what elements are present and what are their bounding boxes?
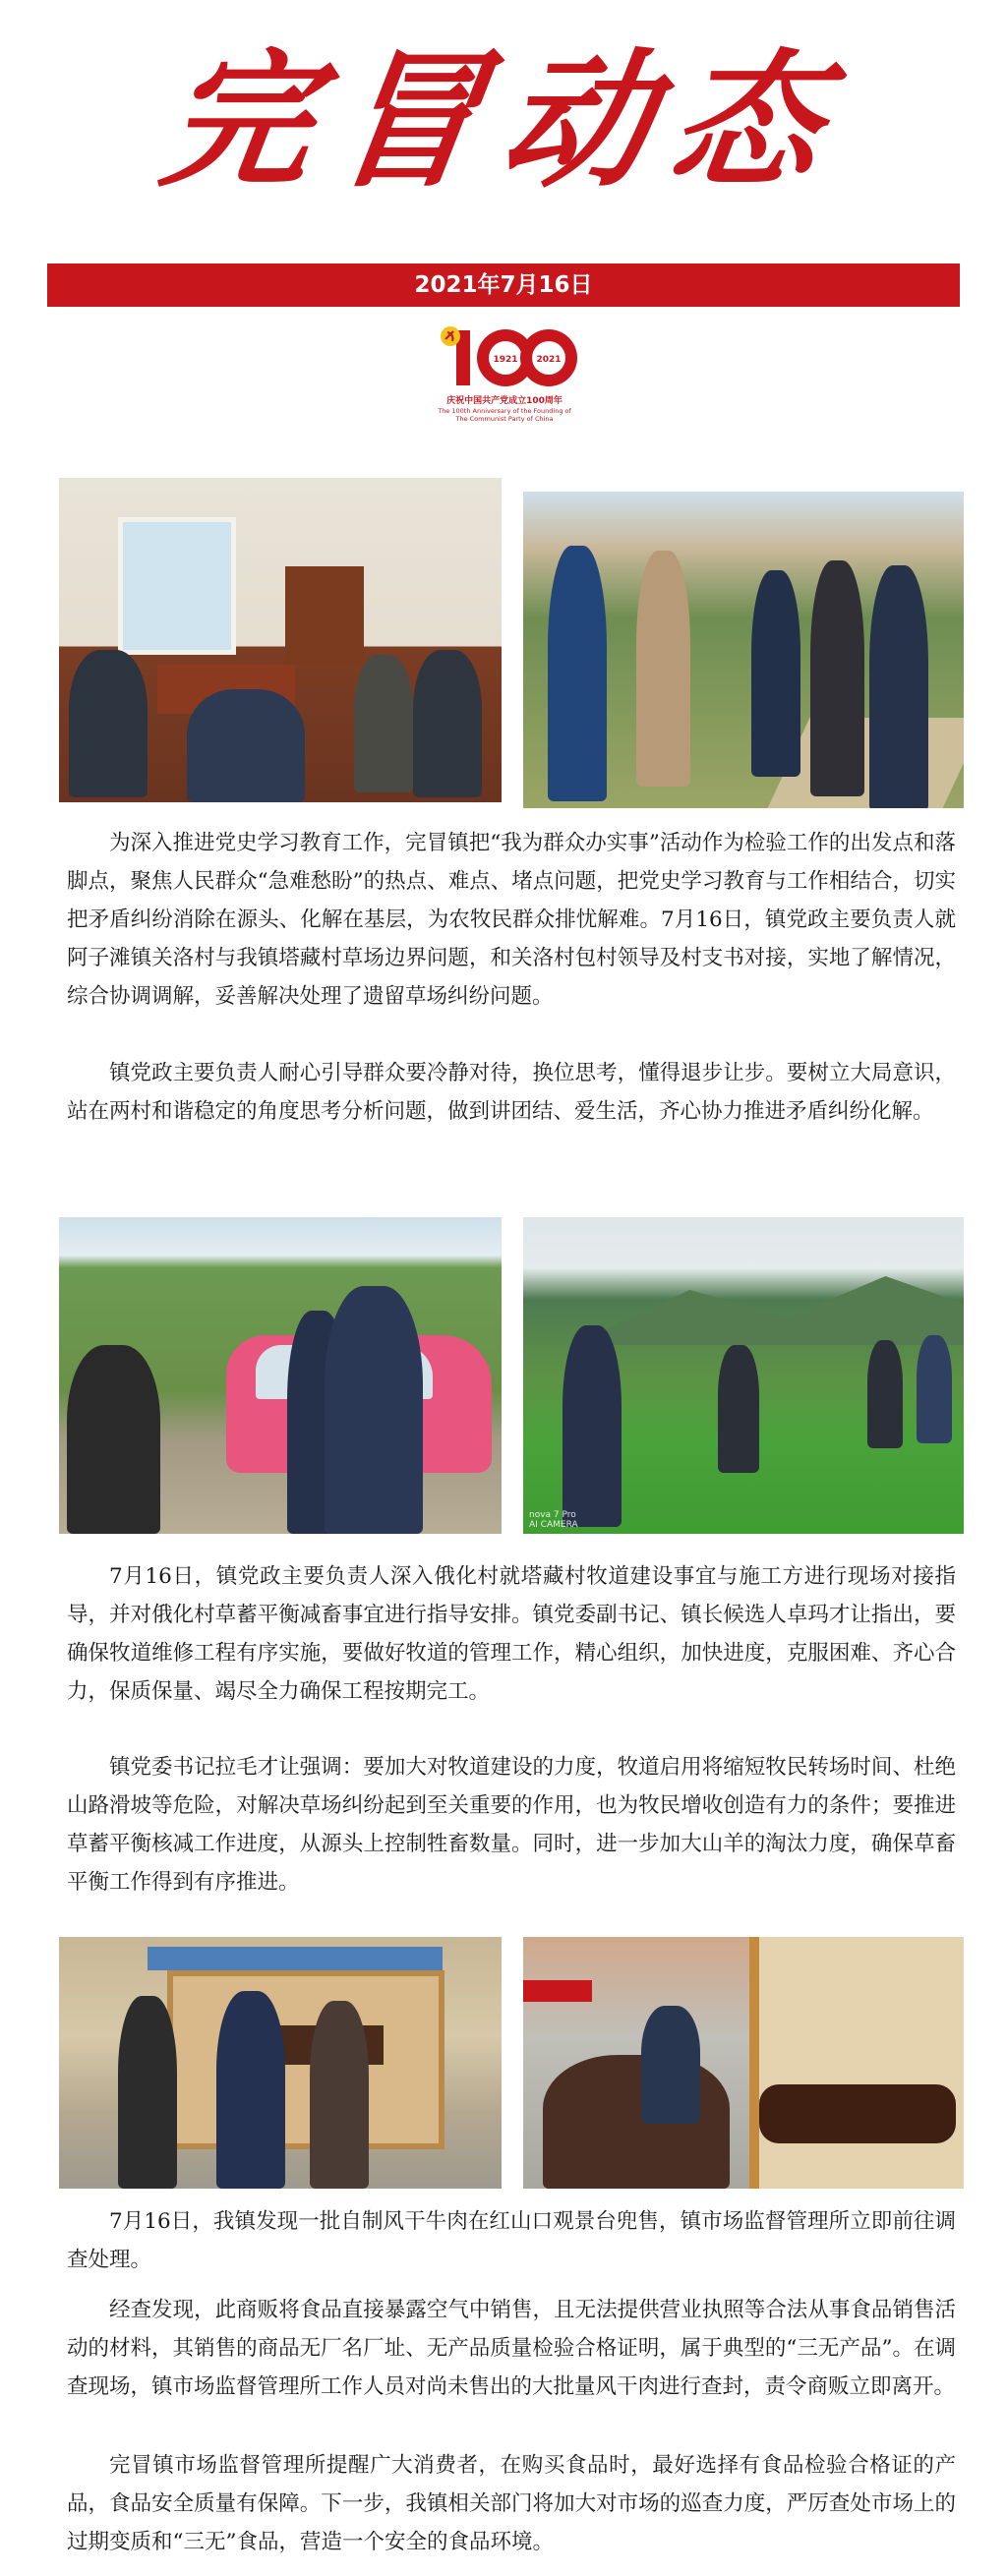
camera-watermark: nova 7 Pro AI CAMERA [529, 1510, 578, 1530]
photo-meeting-room [59, 478, 502, 802]
party-100-emblem-icon [431, 322, 578, 393]
photo-kiosk-inspection [59, 1937, 502, 2189]
masthead [0, 34, 1007, 207]
logo-caption-en-1: The 100th Anniversary of the Founding of [438, 407, 571, 415]
paragraph-1: 为深入推进党史学习教育工作，完冒镇把“我为群众办实事”活动作为检验工作的出发点和落脚点，聚焦人民群众“急难愁盼”的热点、难点、堵点问题，把党史学习教育与工作相结合，切实把矛盾纠纷消除在源头、化解在基层，为农牧民群众排忧解难。7月16日，镇党政主要负责人就阿子滩镇关洛村与我镇塔藏村草场边界问题，和关洛村包村领导及村支书对接，实地了解情况，综合协调调解，妥善解决处理了遗留草场纠纷问题。 [67, 831, 956, 1009]
logo-caption-cn: 庆祝中国共产党成立100周年 [446, 396, 563, 406]
date-bar: 2021年7月16日 [47, 263, 960, 307]
photo-grassland-group [523, 492, 964, 808]
photo-green-valley [523, 1217, 964, 1534]
paragraph-7: 完冒镇市场监督管理所提醒广大消费者，在购买食品时，最好选择有食品检验合格证的产品，食品安全质量有保障。下一步，我镇相关部门将加大对市场的巡查力度，严厉查处市场上的过期变质和“三无”食品，营造一个安全的食品环境。 [67, 2453, 956, 2554]
logo-year-left: 1921 [493, 355, 518, 365]
centennial-logo [431, 322, 578, 431]
paragraph-6: 经查发现，此商贩将食品直接暴露空气中销售，且无法提供营业执照等合法从事食品销售活动的材料，其销售的商品无厂名厂址、无产品质量检验合格证明，属于典型的“三无产品”。在调查现场，镇市场监督管理所工作人员对尚未售出的大批量风干肉进行查封，责令商贩立即离开。 [67, 2298, 956, 2399]
photo-roadside-car [59, 1217, 502, 1534]
masthead-title: 完冒动态 [152, 34, 855, 207]
logo-caption-en-2: The Communist Party of China [455, 415, 554, 423]
paragraph-4: 镇党委书记拉毛才让强调：要加大对牧道建设的力度，牧道启用将缩短牧民转场时间、杜绝山路滑坡等危险，对解决草场纠纷起到至关重要的作用，也为牧民增收创造有力的条件；要推进草蓄平衡核减工作进度，从源头上控制牲畜数量。同时，进一步加大山羊的淘汰力度，确保草畜平衡工作得到有序推进。 [67, 1755, 956, 1895]
paragraph-2: 镇党政主要负责人耐心引导群众要冷静对待，换位思考，懂得退步让步。要树立大局意识，站在两村和谐稳定的角度思考分析问题，做到讲团结、爱生活，齐心协力推进矛盾纠纷化解。 [67, 1061, 956, 1124]
photo-dried-beef-stall [523, 1937, 964, 2189]
logo-year-right: 2021 [536, 355, 562, 365]
paragraph-5: 7月16日，我镇发现一批自制风干牛肉在红山口观景台兜售，镇市场监督管理所立即前往调查处理。 [67, 2209, 956, 2272]
paragraph-3: 7月16日，镇党政主要负责人深入俄化村就塔藏村牧道建设事宜与施工方进行现场对接指导，并对俄化村草蓄平衡减畜事宜进行指导安排。镇党委副书记、镇长候选人卓玛才让指出，要确保牧道维修工程有序实施，要做好牧道的管理工作，精心组织，加快进度，克服困难、齐心合力，保质保量、竭尽全力确保工程按期完工。 [67, 1564, 956, 1704]
